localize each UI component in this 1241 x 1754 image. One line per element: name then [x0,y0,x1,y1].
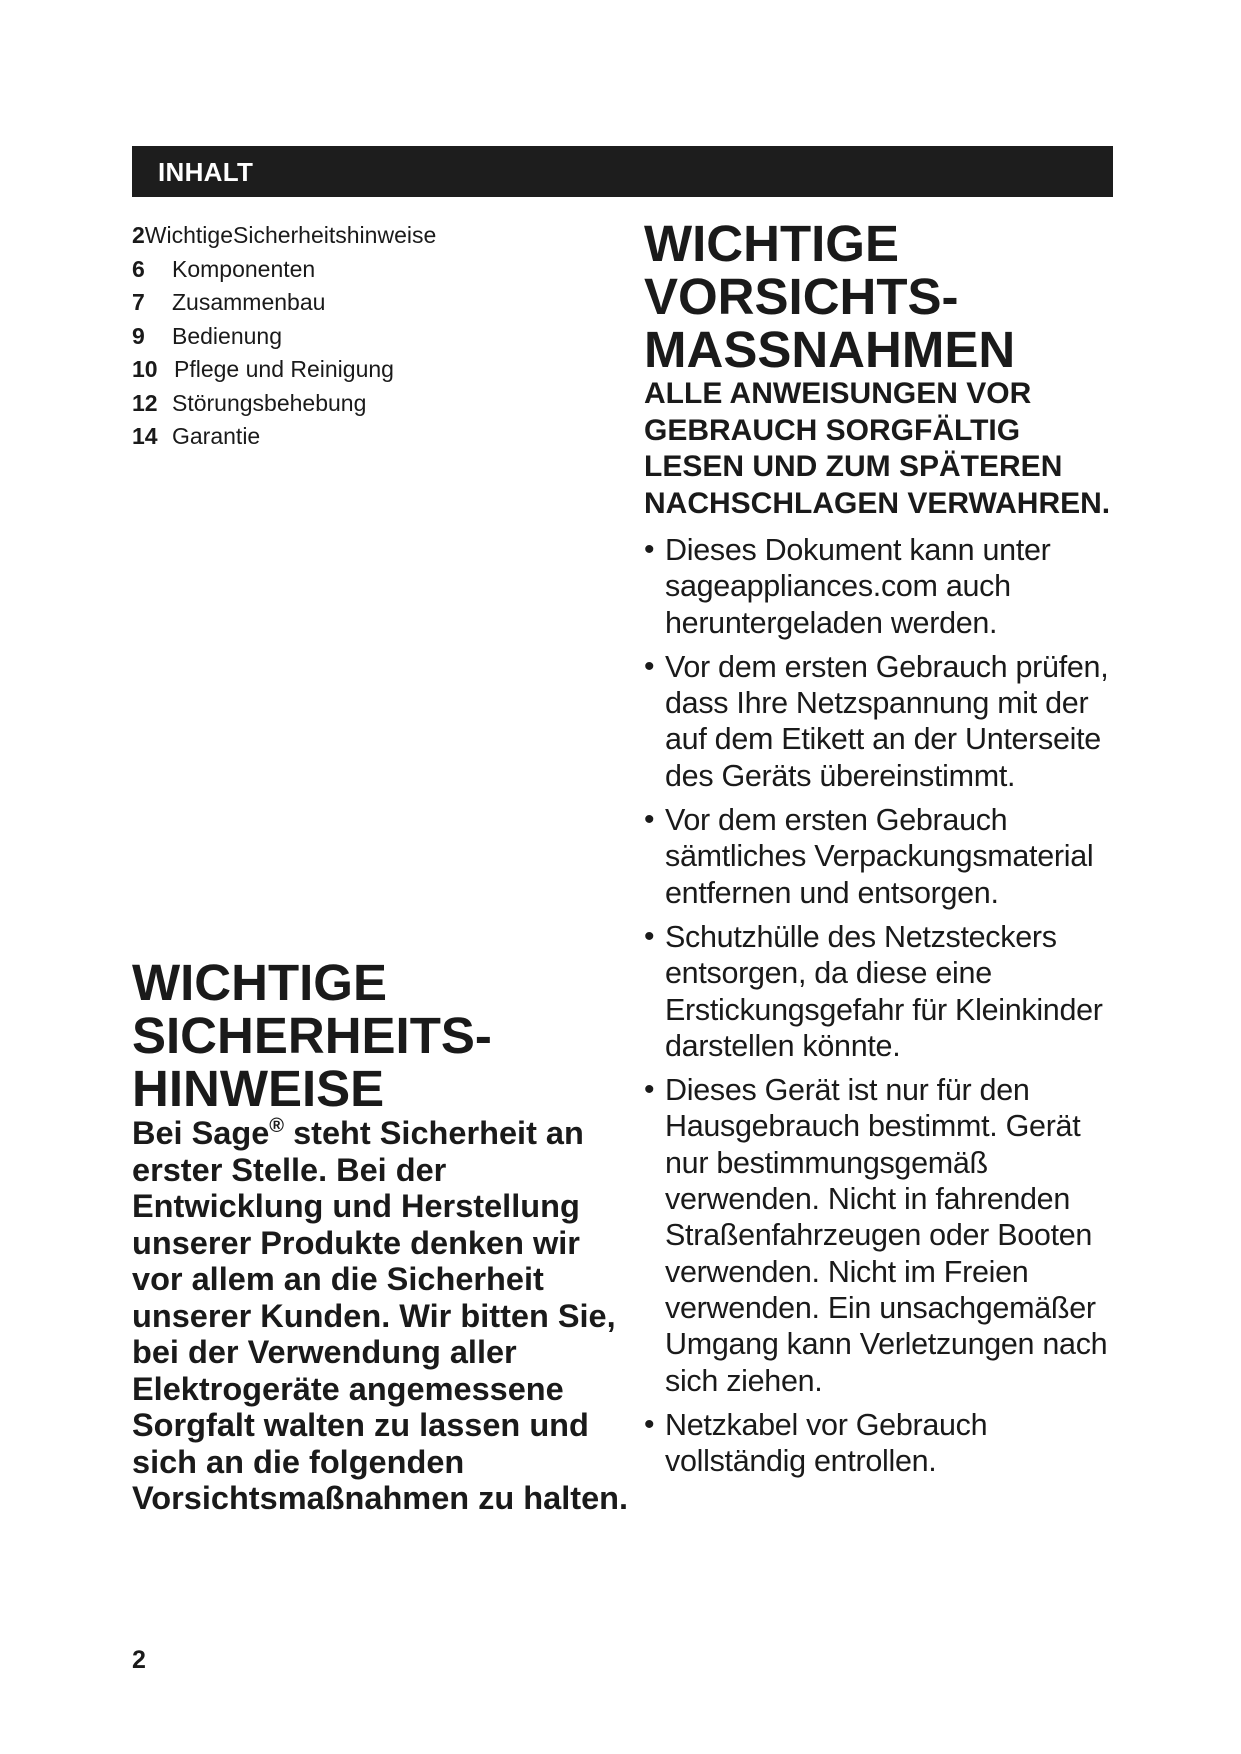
bullet-icon: • [644,533,655,566]
bullet-icon: • [644,1073,655,1107]
bullet-icon: • [644,803,655,837]
toc-label: WichtigeSicherheitshinweise [144,222,437,248]
registered-mark: ® [269,1115,285,1138]
list-item [644,1407,1124,1480]
toc-item[interactable] [132,253,652,287]
list-item-text: Vor dem ersten Gebrauch sämtliches Verpackungsmaterial entfernen und entsorgen. [665,803,1094,910]
list-item [644,649,1124,794]
precautions-heading-line: WICHTIGE [644,215,899,272]
list-item [644,919,1124,1064]
list-item-text: Vor dem ersten Gebrauch prüfen, dass Ihre Netzspannung mit der auf dem Etikett an der Unterseite des Geräts übereinstimmt. [665,649,1109,793]
precautions-section [644,217,1124,1487]
precautions-heading [644,217,1124,376]
list-item-text: Schutzhülle des Netzsteckers entsorgen, da diese eine Erstickungsgefahr für Kleinkinder darstellen könnte. [665,919,1103,1063]
bullet-icon: • [644,1407,655,1441]
toc-label: Zusammenbau [172,289,326,315]
toc-item[interactable] [132,320,652,354]
safety-intro [132,1115,632,1517]
toc-item[interactable] [132,420,652,454]
safety-heading [132,956,632,1115]
toc-label: Pflege und Reinigung [174,356,394,382]
safety-heading-line: SICHERHEITS- [132,1007,492,1064]
list-item-text: Netzkabel vor Gebrauch vollständig entrollen. [665,1407,988,1479]
precautions-list [644,532,1124,1479]
toc-page-number: 14 [132,423,158,449]
precautions-subheading: ALLE ANWEISUNGEN VOR GEBRAUCH SORGFÄLTIG LESEN UND ZUM SPÄTEREN NACHSCHLAGEN VERWAHREN. [644,377,1111,520]
precautions-heading-line: MASSNAHMEN [644,321,1016,378]
safety-intro-text: steht Sicherheit an erster Stelle. Bei der Entwicklung und Herstellung unserer Produkte denken wir vor allem an die Sicherheit unserer Kunden. Wir bitten Sie, bei der Verwendung aller Elektrogeräte angemessene Sorgfalt walten zu lassen und sich an die folgenden Vorsichtsmaßnahmen zu halten. [132,1115,629,1516]
list-item-text: Dieses Dokument kann unter sageappliances.com auch heruntergeladen werden. [665,533,1051,640]
table-of-contents [132,219,652,454]
toc-item[interactable] [132,353,652,387]
toc-item[interactable] [132,286,652,320]
precautions-heading-line: VORSICHTS- [644,268,959,325]
safety-section [132,956,632,1517]
section-header-bar [132,146,1113,197]
toc-label: Garantie [172,423,261,449]
list-item-text: Dieses Gerät ist nur für den Hausgebrauch bestimmt. Gerät nur bestimmungsgemäß verwenden. Nicht in fahrenden Straßenfahrzeugen oder Booten verwenden. Nicht im Freien verwenden. Ein unsachgemäßer Umgang kann Verletzungen nach sich ziehen. [665,1073,1108,1398]
list-item [644,532,1124,641]
toc-label: Komponenten [172,255,316,282]
toc-page-number: 10 [132,356,158,382]
toc-page-number: 9 [132,322,145,349]
toc-label: Bedienung [172,322,282,349]
toc-page-number: 2 [132,222,145,248]
toc-item[interactable] [132,219,652,253]
safety-intro-brand: Bei Sage [132,1115,270,1151]
safety-heading-line: HINWEISE [132,1060,385,1117]
section-header-title: INHALT [158,157,254,187]
toc-page-number: 12 [132,389,158,416]
toc-label: Störungsbehebung [172,389,367,416]
list-item [644,802,1124,911]
toc-page-number: 6 [132,255,145,282]
safety-heading-line: WICHTIGE [132,954,387,1011]
page-number: 2 [132,1646,146,1674]
toc-page-number: 7 [132,289,145,315]
bullet-icon: • [644,649,655,683]
list-item [644,1072,1124,1399]
toc-item[interactable] [132,387,652,421]
bullet-icon: • [644,919,655,953]
